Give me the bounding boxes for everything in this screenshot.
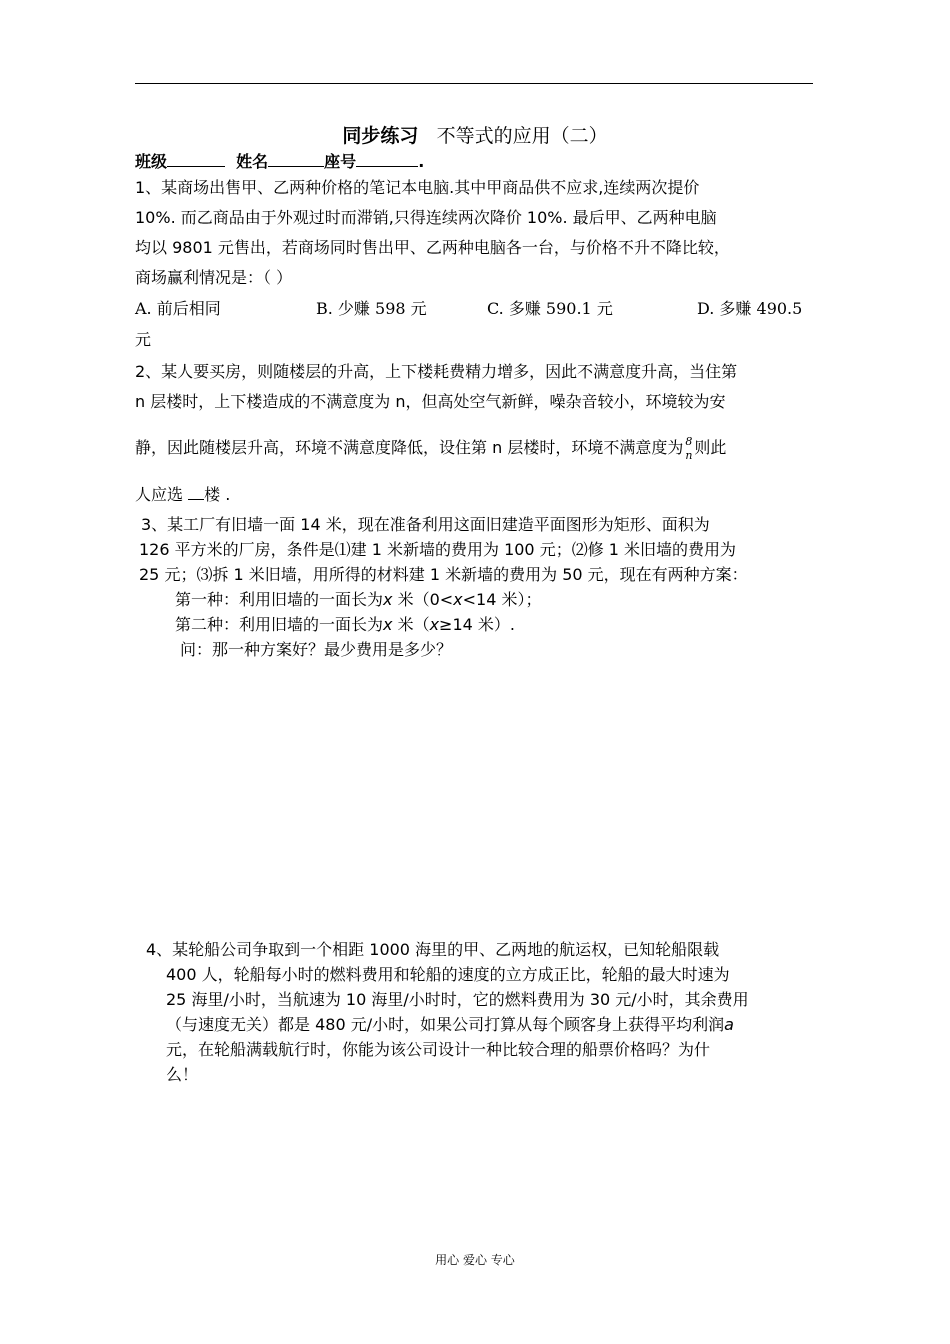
q4-line-1: 4、某轮船公司争取到一个相距 1000 海里的甲、乙两地的航运权，已知轮船限载 bbox=[146, 940, 720, 959]
q1-option-c: C. 多赚 590.1 元 bbox=[487, 299, 613, 318]
class-blank[interactable] bbox=[167, 152, 225, 167]
q3-line-3: 25 元；⑶拆 1 米旧墙，用所得的材料建 1 米新墙的费用为 50 元，现在有两种方案： bbox=[139, 565, 748, 584]
q4-line-4 bbox=[166, 1015, 734, 1035]
student-info-line bbox=[135, 152, 424, 172]
q3-line-2: 126 平方米的厂房，条件是⑴建 1 米新墙的费用为 100 元；⑵修 1 米旧墙的费用为 bbox=[139, 540, 737, 559]
var-x: x bbox=[453, 590, 463, 609]
q3-plan-2-text: 第二种：利用旧墙的一面长为 bbox=[175, 615, 384, 634]
fraction-denominator: n bbox=[685, 449, 693, 462]
q2-line-3-tail: 则此 bbox=[694, 438, 727, 457]
var-x: x bbox=[383, 590, 393, 609]
page-title bbox=[0, 124, 950, 148]
q3-plan-2-range: 米（ bbox=[392, 615, 430, 634]
q3-line-1: 3、某工厂有旧墙一面 14 米，现在准备利用这面旧建造平面图形为矩形、面积为 bbox=[141, 515, 710, 534]
q4-line-3: 25 海里/小时，当航速为 10 海里/小时时，它的燃料费用为 30 元/小时，其余费用 bbox=[166, 990, 749, 1009]
q1-line-3: 均以 9801 元售出，若商场同时售出甲、乙两种电脑各一台，与价格不升不降比较， bbox=[135, 238, 730, 257]
q1-line-4: 商场赢利情况是：（ ） bbox=[135, 268, 293, 287]
fraction-numerator: 8 bbox=[685, 435, 693, 448]
q1-line-1: 1、某商场出售甲、乙两种价格的笔记本电脑.其中甲商品供不应求,连续两次提价 bbox=[135, 178, 700, 197]
seat-blank[interactable] bbox=[356, 152, 418, 167]
q2-line-1: 2、某人要买房，则随楼层的升高，上下楼耗费精力增多，因此不满意度升高，当住第 bbox=[135, 362, 738, 381]
floor-answer-blank[interactable] bbox=[188, 485, 204, 500]
q1-option-d: D. 多赚 490.5 bbox=[697, 299, 803, 318]
name-blank[interactable] bbox=[268, 152, 324, 167]
q4-line-2: 400 人，轮船每小时的燃料费用和轮船的速度的立方成正比，轮船的最大时速为 bbox=[166, 965, 730, 984]
q1-option-d-cont: 元 bbox=[135, 330, 152, 349]
name-label: 姓名 bbox=[236, 152, 269, 171]
var-x: x bbox=[383, 615, 393, 634]
q4-line-5: 元，在轮船满载航行时，你能为该公司设计一种比较合理的船票价格吗？为什 bbox=[166, 1040, 711, 1059]
q2-line-3 bbox=[135, 430, 726, 466]
q4-line-6: 么！ bbox=[166, 1065, 199, 1084]
title-bold: 同步练习 bbox=[342, 125, 419, 147]
header-rule bbox=[135, 83, 813, 84]
info-end: . bbox=[418, 152, 425, 171]
q3-plan-1-text: 第一种：利用旧墙的一面长为 bbox=[175, 590, 384, 609]
var-a: a bbox=[724, 1015, 734, 1034]
title-rest: 不等式的应用（二） bbox=[436, 125, 608, 147]
q2-line-2: n 层楼时，上下楼造成的不满意度为 n，但高处空气新鲜，噪杂音较小，环境较为安 bbox=[135, 392, 726, 411]
q4-line-4-text: （与速度无关）都是 480 元/小时，如果公司打算从每个顾客身上获得平均利润 bbox=[166, 1015, 725, 1034]
q1-line-2: 10%. 而乙商品由于外观过时而滞销,只得连续两次降价 10%. 最后甲、乙两种电脑 bbox=[135, 208, 717, 227]
q2-line-4 bbox=[135, 485, 230, 505]
q1-option-b: B. 少赚 598 元 bbox=[316, 299, 427, 318]
q3-plan-2-end: ≥14 米）. bbox=[439, 615, 515, 634]
q3-plan-1-end: <14 米）； bbox=[462, 590, 542, 609]
q3-question: 问：那一种方案好？最少费用是多少？ bbox=[180, 640, 453, 659]
class-label: 班级 bbox=[135, 152, 168, 171]
seat-label: 座号 bbox=[324, 152, 357, 171]
q2-line-4-tail: 楼 . bbox=[204, 485, 231, 504]
fraction-8-over-n bbox=[685, 435, 692, 462]
q3-plan-1 bbox=[175, 590, 542, 610]
q3-plan-2 bbox=[175, 615, 515, 635]
footer-text: 用心 爱心 专心 bbox=[435, 1253, 515, 1267]
q3-plan-1-range: 米（0< bbox=[392, 590, 454, 609]
var-x: x bbox=[429, 615, 440, 634]
q1-option-a: A. 前后相同 bbox=[135, 299, 221, 318]
q2-line-4-text: 人应选 bbox=[135, 485, 184, 504]
q2-line-3-text: 静，因此随楼层升高，环境不满意度降低，设住第 n 层楼时，环境不满意度为 bbox=[135, 438, 684, 457]
